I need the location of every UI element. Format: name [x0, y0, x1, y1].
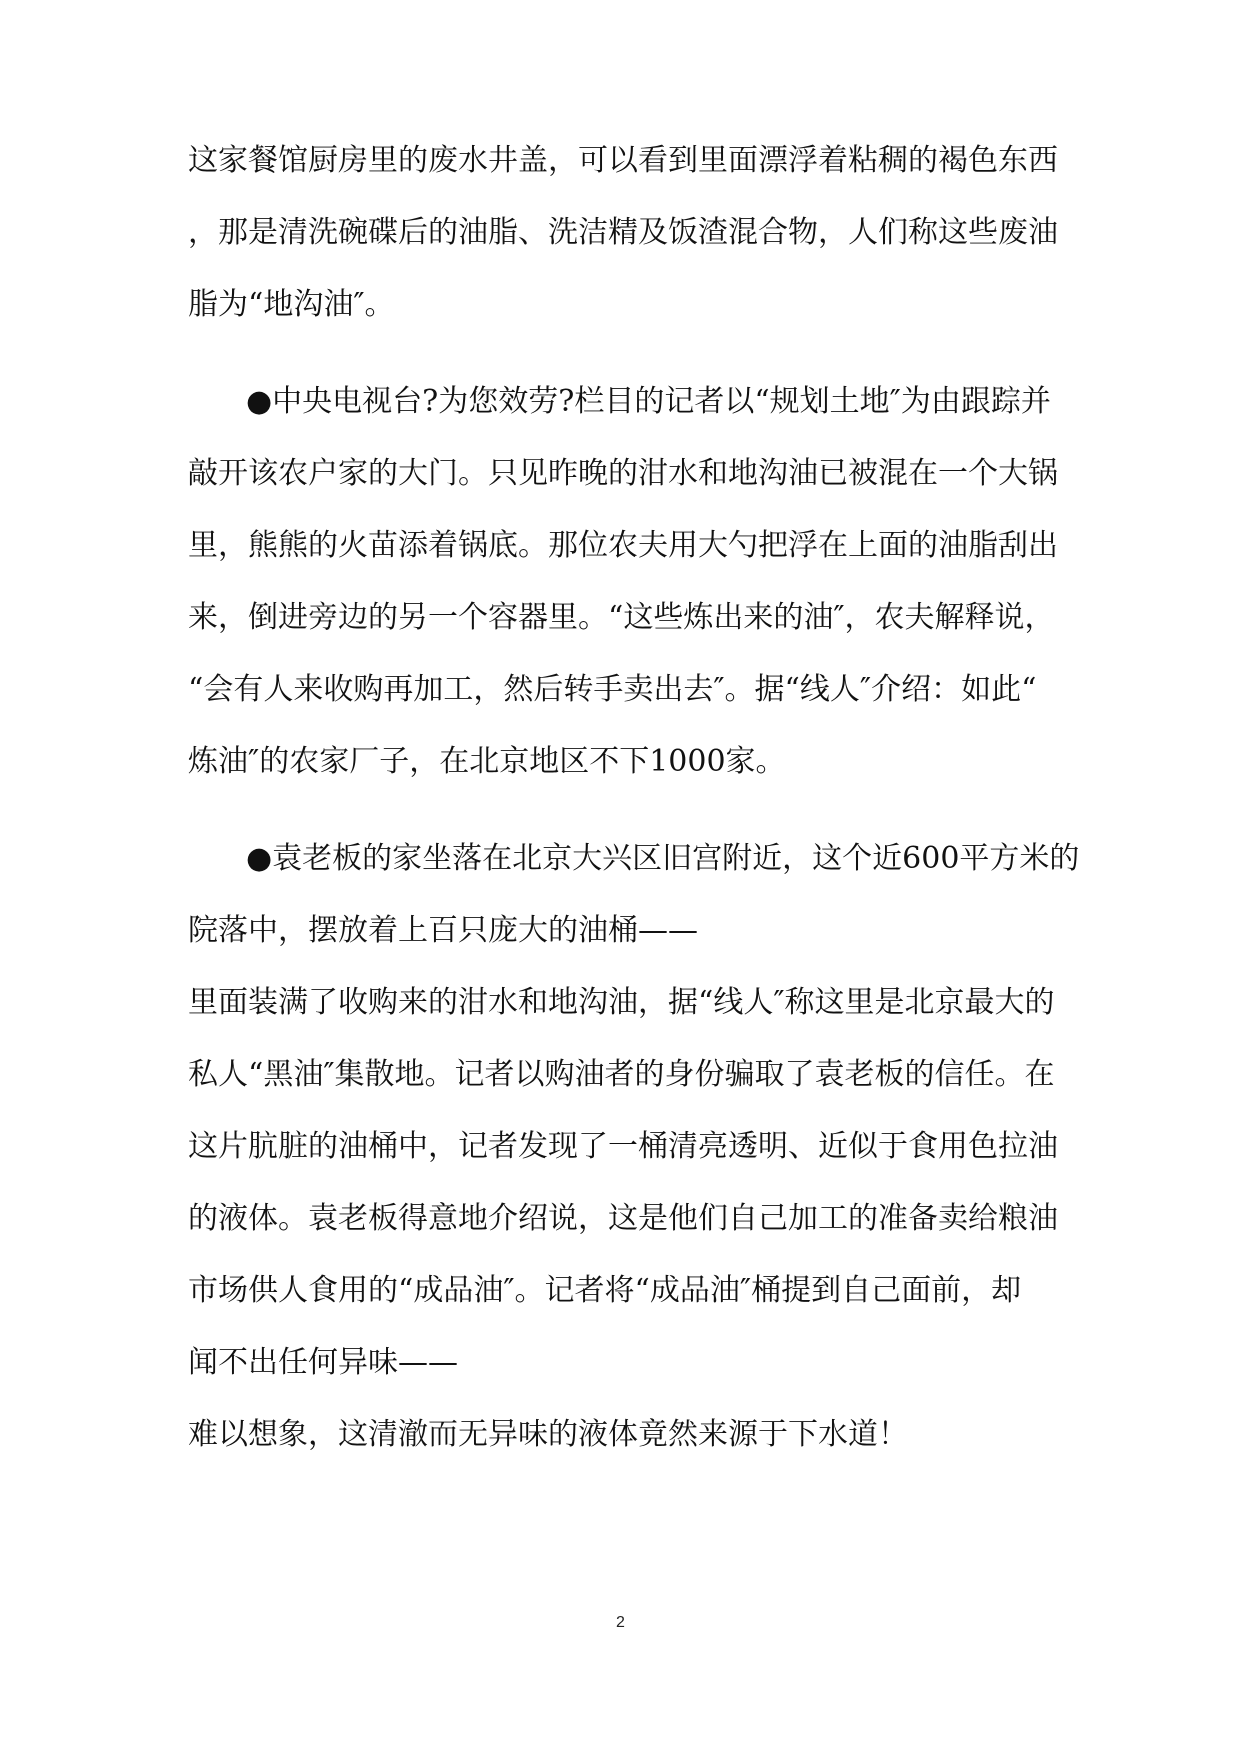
text-line: 闻不出任何异味——: [188, 1345, 458, 1380]
text-line: 敲开该农户家的大门。只见昨晚的泔水和地沟油已被混在一个大锅: [188, 456, 1058, 491]
text-line: 私人“黑油″集散地。记者以购油者的身份骗取了袁老板的信任。在: [188, 1057, 1055, 1092]
paragraph-bullet-line: ●中央电视台?为您效劳?栏目的记者以“规划土地″为由跟踪并: [246, 384, 1051, 419]
text-line: 这家餐馆厨房里的废水井盖，可以看到里面漂浮着粘稠的褐色东西: [188, 143, 1058, 178]
text-line: 这片肮脏的油桶中，记者发现了一桶清亮透明、近似于食用色拉油: [188, 1129, 1058, 1164]
text-line: 脂为“地沟油″。: [188, 287, 395, 322]
text-line: 里，熊熊的火苗添着锅底。那位农夫用大勺把浮在上面的油脂刮出: [188, 528, 1058, 563]
text-line: 市场供人食用的“成品油″。记者将“成品油″桶提到自己面前，却: [188, 1273, 1022, 1308]
paragraph-bullet-line: ●袁老板的家坐落在北京大兴区旧宫附近，这个近600平方米的: [246, 841, 1080, 876]
text-line: 难以想象，这清澈而无异味的液体竟然来源于下水道！: [188, 1417, 908, 1452]
text-line: 的液体。袁老板得意地介绍说，这是他们自己加工的准备卖给粮油: [188, 1201, 1058, 1236]
text-line: 炼油″的农家厂子，在北京地区不下1000家。: [188, 744, 786, 779]
text-line: 里面装满了收购来的泔水和地沟油，据“线人″称这里是北京最大的: [188, 985, 1055, 1020]
text-line: “会有人来收购再加工，然后转手卖出去″。据“线人″介绍：如此“: [188, 672, 1037, 707]
text-line: ，那是清洗碗碟后的油脂、洗洁精及饭渣混合物，人们称这些废油: [188, 215, 1058, 250]
page-number: 2: [616, 1614, 625, 1631]
text-line: 来，倒进旁边的另一个容器里。“这些炼出来的油″，农夫解释说，: [188, 600, 1055, 635]
text-line: 院落中，摆放着上百只庞大的油桶——: [188, 913, 698, 948]
